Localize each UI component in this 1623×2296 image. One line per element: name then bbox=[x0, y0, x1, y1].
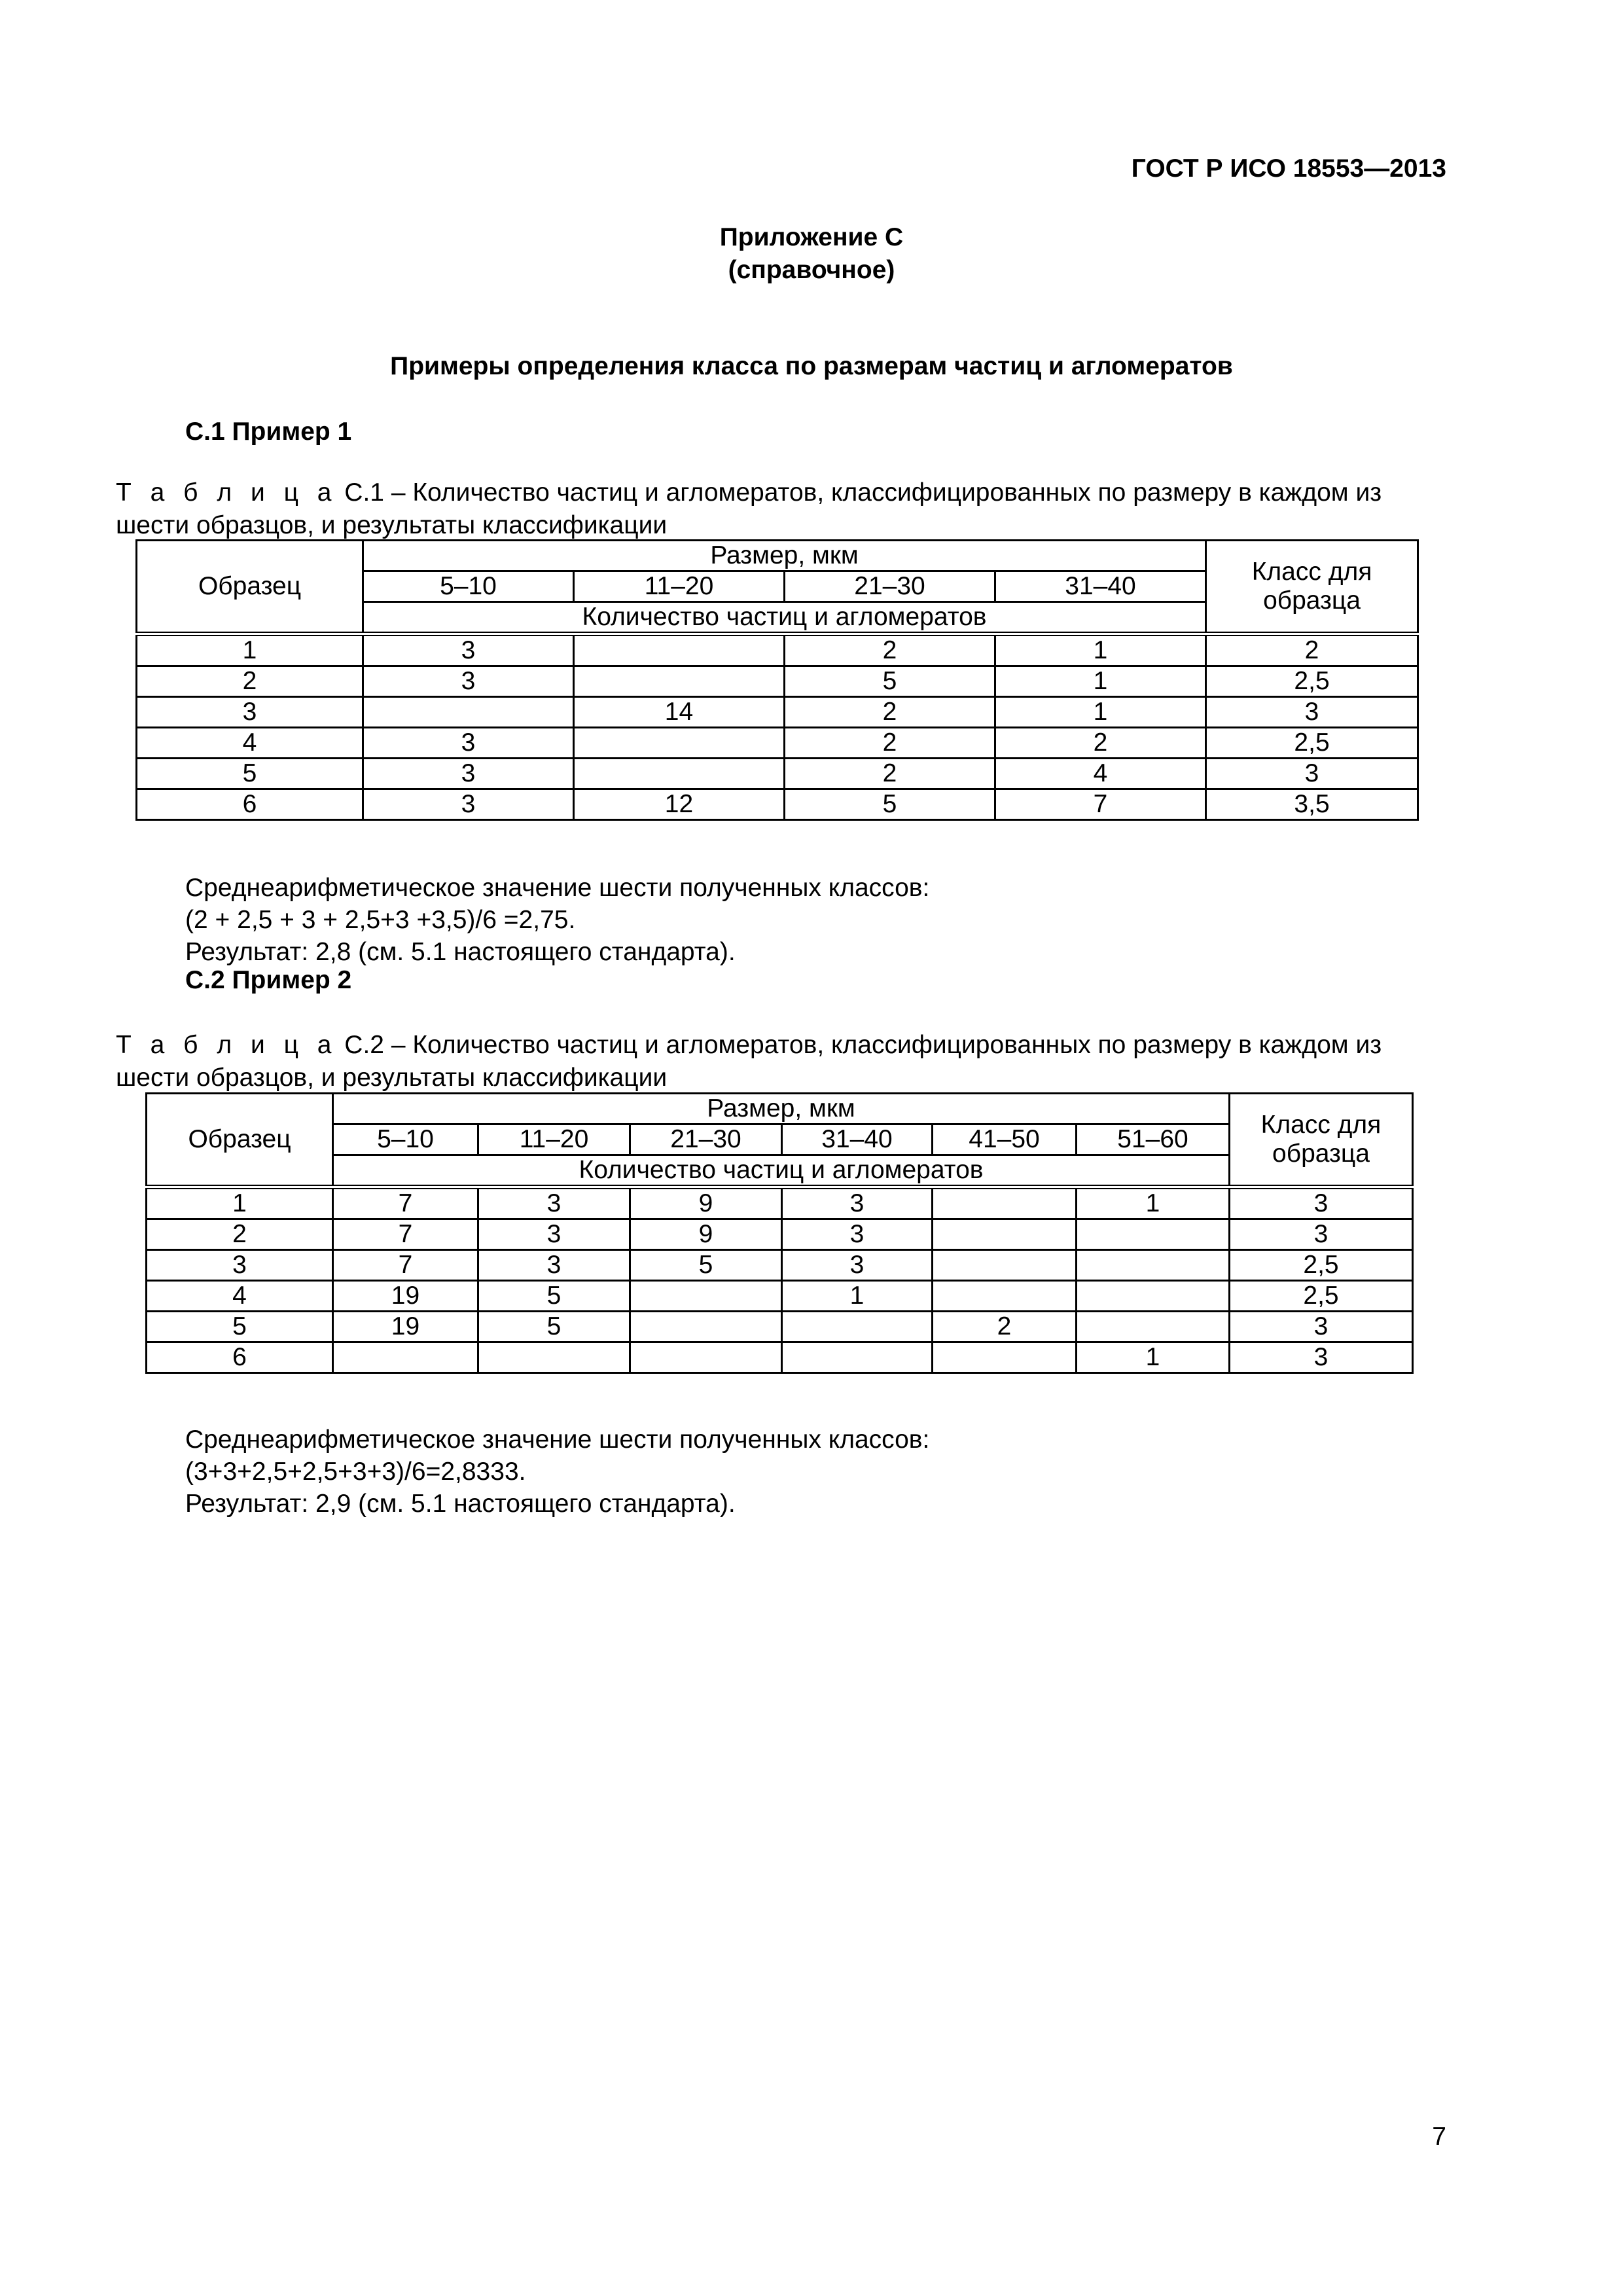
table-cell: 5 bbox=[147, 1312, 333, 1342]
document-id: ГОСТ Р ИСО 18553—2013 bbox=[1131, 154, 1446, 183]
size-header: Размер, мкм bbox=[363, 541, 1206, 571]
table-cell bbox=[574, 666, 785, 697]
table-cell: 3 bbox=[363, 789, 574, 820]
table1-caption bbox=[116, 476, 1425, 542]
table-row bbox=[137, 666, 1418, 697]
table-cell: 1 bbox=[995, 697, 1206, 728]
table-cell bbox=[933, 1281, 1077, 1312]
table-cell: 2 bbox=[137, 666, 363, 697]
class-header bbox=[1206, 541, 1418, 634]
table-cell: 4 bbox=[137, 728, 363, 759]
table-cell: 3 bbox=[478, 1250, 630, 1281]
table-cell: 3 bbox=[782, 1219, 933, 1250]
table-cell: 19 bbox=[333, 1281, 478, 1312]
class-header-line1: Класс для bbox=[1251, 558, 1372, 586]
table-cell: 2,5 bbox=[1206, 728, 1418, 759]
example2-summary bbox=[185, 1424, 929, 1520]
range-header: 21–30 bbox=[630, 1124, 782, 1155]
table-cell: 3 bbox=[1206, 759, 1418, 789]
table-cell: 1 bbox=[147, 1187, 333, 1219]
table-cell: 1 bbox=[995, 666, 1206, 697]
table-cell: 9 bbox=[630, 1187, 782, 1219]
table-cell bbox=[933, 1250, 1077, 1281]
table1-caption-number: С.1 bbox=[344, 478, 384, 507]
class-header bbox=[1230, 1094, 1413, 1187]
table-cell: 2,5 bbox=[1230, 1250, 1413, 1281]
table-cell: 3 bbox=[363, 666, 574, 697]
table-cell: 1 bbox=[995, 634, 1206, 666]
table-cell: 3 bbox=[363, 634, 574, 666]
range-header: 31–40 bbox=[782, 1124, 933, 1155]
example1-formula: (2 + 2,5 + 3 + 2,5+3 +3,5)/6 =2,75. bbox=[185, 906, 576, 934]
table-cell: 3 bbox=[137, 697, 363, 728]
example2-result: Результат: 2,9 (см. 5.1 настоящего стандарта). bbox=[185, 1490, 736, 1518]
table-row bbox=[147, 1342, 1413, 1373]
example1-summary bbox=[185, 872, 929, 968]
table-cell bbox=[933, 1342, 1077, 1373]
table-cell: 3 bbox=[1230, 1312, 1413, 1342]
main-heading: Примеры определения класса по размерам частиц и агломератов bbox=[390, 352, 1233, 380]
example1-result: Результат: 2,8 (см. 5.1 настоящего стандарта). bbox=[185, 938, 736, 966]
size-header: Размер, мкм bbox=[333, 1094, 1230, 1124]
count-header: Количество частиц и агломератов bbox=[333, 1155, 1230, 1187]
sample-header: Образец bbox=[137, 541, 363, 634]
range-header: 11–20 bbox=[478, 1124, 630, 1155]
table-row bbox=[147, 1187, 1413, 1219]
table-cell bbox=[1077, 1219, 1230, 1250]
table-cell: 3 bbox=[1230, 1187, 1413, 1219]
table-cell: 5 bbox=[137, 759, 363, 789]
table-cell: 3 bbox=[782, 1250, 933, 1281]
table-cell: 7 bbox=[995, 789, 1206, 820]
table-cell: 2 bbox=[1206, 634, 1418, 666]
table-cell: 1 bbox=[782, 1281, 933, 1312]
table-cell: 9 bbox=[630, 1219, 782, 1250]
appendix-title: Приложение С bbox=[719, 223, 904, 251]
table-cell: 1 bbox=[1077, 1187, 1230, 1219]
table-cell: 4 bbox=[147, 1281, 333, 1312]
table-cell: 5 bbox=[785, 789, 995, 820]
table-cell bbox=[933, 1187, 1077, 1219]
example1-mean-line: Среднеарифметическое значение шести полученных классов: bbox=[185, 874, 930, 902]
table-cell bbox=[1077, 1281, 1230, 1312]
table2-caption-text: – Количество частиц и агломератов, классифицированных по размеру в каждом из bbox=[383, 1031, 1382, 1059]
table1-caption-text: – Количество частиц и агломератов, классифицированных по размеру в каждом из bbox=[383, 478, 1382, 507]
table-cell: 3 bbox=[147, 1250, 333, 1281]
table-cell: 19 bbox=[333, 1312, 478, 1342]
table-cell bbox=[630, 1281, 782, 1312]
table-cell: 3 bbox=[478, 1219, 630, 1250]
table-cell: 3 bbox=[1230, 1219, 1413, 1250]
table-cell: 2 bbox=[785, 728, 995, 759]
table-cell: 2 bbox=[995, 728, 1206, 759]
table-cell: 3 bbox=[782, 1187, 933, 1219]
table-cell: 6 bbox=[147, 1342, 333, 1373]
table-row bbox=[147, 1312, 1413, 1342]
example2-heading: С.2 Пример 2 bbox=[185, 966, 352, 994]
table-cell bbox=[782, 1312, 933, 1342]
table-cell bbox=[333, 1342, 478, 1373]
table-cell: 1 bbox=[137, 634, 363, 666]
table-cell: 3 bbox=[363, 728, 574, 759]
table-cell bbox=[1077, 1312, 1230, 1342]
table-cell bbox=[1077, 1250, 1230, 1281]
table-cell bbox=[782, 1342, 933, 1373]
range-header: 31–40 bbox=[995, 571, 1206, 602]
table-cell bbox=[574, 759, 785, 789]
table-cell: 6 bbox=[137, 789, 363, 820]
table-cell bbox=[630, 1342, 782, 1373]
table-cell: 2 bbox=[785, 634, 995, 666]
table-row bbox=[147, 1281, 1413, 1312]
range-header: 5–10 bbox=[333, 1124, 478, 1155]
table-cell: 5 bbox=[478, 1281, 630, 1312]
table-cell: 3,5 bbox=[1206, 789, 1418, 820]
range-header: 5–10 bbox=[363, 571, 574, 602]
range-header: 51–60 bbox=[1077, 1124, 1230, 1155]
table-cell: 3 bbox=[478, 1187, 630, 1219]
table-cell: 3 bbox=[363, 759, 574, 789]
table-row bbox=[137, 697, 1418, 728]
range-header: 11–20 bbox=[574, 571, 785, 602]
table-cell: 5 bbox=[478, 1312, 630, 1342]
table-cell bbox=[933, 1219, 1077, 1250]
table-cell: 12 bbox=[574, 789, 785, 820]
sample-header: Образец bbox=[147, 1094, 333, 1187]
range-header: 41–50 bbox=[933, 1124, 1077, 1155]
table-cell: 7 bbox=[333, 1250, 478, 1281]
table-cell: 7 bbox=[333, 1187, 478, 1219]
table-row bbox=[137, 759, 1418, 789]
range-header: 21–30 bbox=[785, 571, 995, 602]
table-cell: 3 bbox=[1230, 1342, 1413, 1373]
table-cell: 1 bbox=[1077, 1342, 1230, 1373]
table-row bbox=[147, 1250, 1413, 1281]
table-cell: 14 bbox=[574, 697, 785, 728]
table-2 bbox=[145, 1092, 1414, 1374]
table-row bbox=[147, 1219, 1413, 1250]
table2-caption-number: С.2 bbox=[344, 1031, 384, 1059]
table-cell: 5 bbox=[785, 666, 995, 697]
example2-formula: (3+3+2,5+2,5+3+3)/6=2,8333. bbox=[185, 1458, 526, 1486]
table-row bbox=[137, 789, 1418, 820]
table-cell: 2,5 bbox=[1230, 1281, 1413, 1312]
count-header: Количество частиц и агломератов bbox=[363, 602, 1206, 634]
table-cell: 3 bbox=[1206, 697, 1418, 728]
page-number: 7 bbox=[1432, 2123, 1446, 2151]
table-cell bbox=[574, 634, 785, 666]
table-1 bbox=[135, 539, 1419, 821]
table2-caption-label: Т а б л и ц а bbox=[116, 1031, 338, 1059]
table-cell: 2 bbox=[933, 1312, 1077, 1342]
table-cell bbox=[478, 1342, 630, 1373]
table-cell: 2 bbox=[785, 697, 995, 728]
table2-caption-line2: шести образцов, и результаты классификации bbox=[116, 1064, 668, 1092]
table-cell bbox=[574, 728, 785, 759]
table-cell bbox=[363, 697, 574, 728]
table-cell: 2,5 bbox=[1206, 666, 1418, 697]
table-row bbox=[137, 728, 1418, 759]
appendix-subtitle: (справочное) bbox=[728, 256, 895, 284]
table-cell: 2 bbox=[147, 1219, 333, 1250]
class-header-line1: Класс для bbox=[1260, 1111, 1382, 1139]
table-cell: 5 bbox=[630, 1250, 782, 1281]
table-cell: 2 bbox=[785, 759, 995, 789]
example1-heading: С.1 Пример 1 bbox=[185, 418, 352, 446]
class-header-line2: образца bbox=[1272, 1139, 1370, 1168]
class-header-line2: образца bbox=[1263, 586, 1361, 615]
table1-caption-line2: шести образцов, и результаты классификации bbox=[116, 511, 668, 539]
table1-caption-label: Т а б л и ц а bbox=[116, 478, 338, 507]
table-cell: 7 bbox=[333, 1219, 478, 1250]
example2-mean-line: Среднеарифметическое значение шести полученных классов: bbox=[185, 1426, 930, 1454]
table-cell bbox=[630, 1312, 782, 1342]
table-cell: 4 bbox=[995, 759, 1206, 789]
table-row bbox=[137, 634, 1418, 666]
table2-caption bbox=[116, 1029, 1425, 1094]
